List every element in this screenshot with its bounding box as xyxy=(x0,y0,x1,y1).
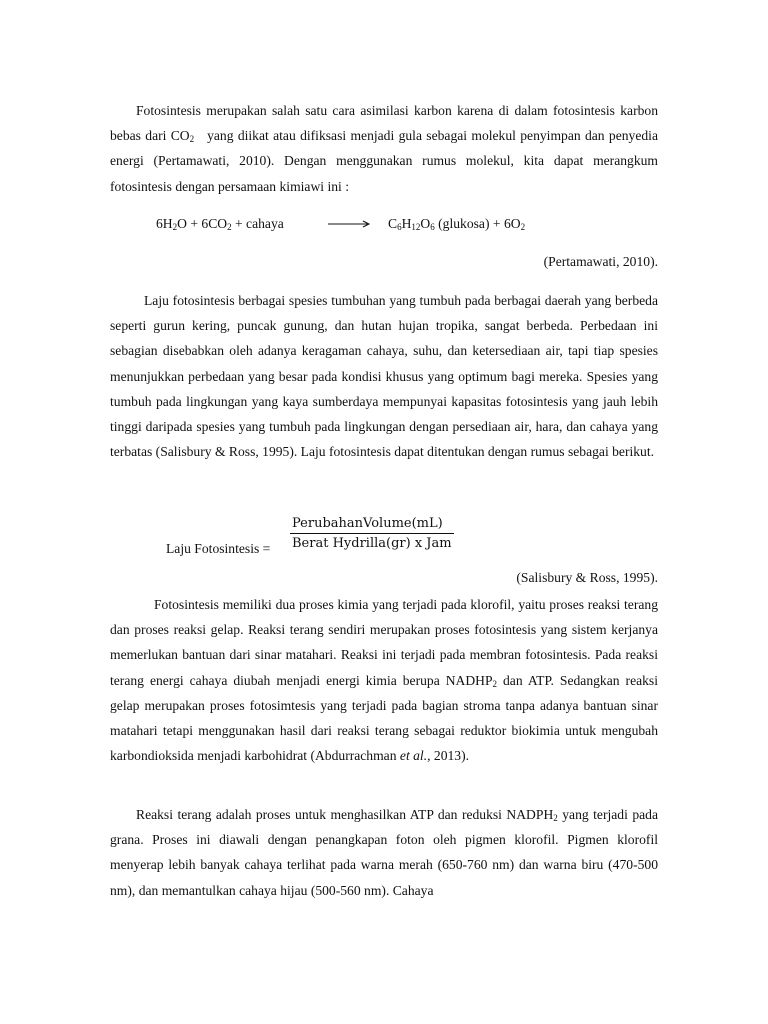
citation-salisbury: (Salisbury & Ross, 1995). xyxy=(516,570,658,585)
photosynthesis-equation xyxy=(156,216,525,233)
formula-numerator: PerubahanVolume(mL) xyxy=(290,516,454,534)
paragraph-light-reaction: Reaksi terang adalah proses untuk menghasilkan ATP dan reduksi $NADPH_2$ yang terjadi pada grana. Proses ini diawali dengan penangkapan foton oleh pigmen klorofil. Pigmen klorofil menyerap lebih banyak cahaya terlihat pada warna merah (650-760 nm) dan warna biru (470-500 nm), dan memantulkan cahaya hijau (500-560 nm). Cahaya xyxy=(110,807,658,898)
rate-formula-fraction xyxy=(290,516,454,551)
formula-denominator: Berat Hydrilla(gr) x Jam xyxy=(292,536,452,551)
formula-label: Laju Fotosintesis = xyxy=(166,541,271,556)
paragraph-rate: Laju fotosintesis berbagai spesies tumbuhan yang tumbuh pada berbagai daerah yang berbeda seperti gurun kering, puncak gunung, dan hutan hujan tropika, sangat berbeda. Perbedaan ini sebagian disebabkan oleh adanya keragaman cahaya, suhu, dan ketersediaan air, tapi tiap spesies menunjukkan perbedaan yang besar pada kondisi khusus yang optimum bagi mereka. Spesies yang tumbuh pada lingkungan yang kaya sumberdaya mempunyai kapasitas fotosintesis yang jauh lebih tinggi daripada spesies yang tumbuh pada lingkungan dengan persediaan air, hara, dan cahaya yang terbatas (Salisbury & Ross, 1995). Laju fotosintesis dapat ditentukan dengan rumus sebagai berikut. xyxy=(110,293,658,460)
paragraph-intro: Fotosintesis merupakan salah satu cara asimilasi karbon karena di dalam fotosintesis karbon bebas dari $CO_2$ yang diikat atau difiksasi menjadi gula sebagai molekul penyimpan dan penyedia energi (Pertamawati, 2010). Dengan menggunakan rumus molekul, kita dapat merangkum fotosintesis dengan persamaan kimiawi ini : xyxy=(110,103,662,194)
reaction-arrow-icon xyxy=(328,217,388,233)
equation-products: $C_6H_{12}O_6$ (glukosa) + $6O_2$ xyxy=(388,216,526,232)
paragraph-processes: Fotosintesis memiliki dua proses kimia yang terjadi pada klorofil, yaitu proses reaksi terang dan proses reaksi gelap. Reaksi terang sendiri merupakan proses fotosintesis yang sistem kerjanya memerlukan bantuan dari sinar matahari. Reaksi ini terjadi pada membran fotosintesis. Pada reaksi terang energi cahaya diubah menjadi energi kimia berupa $NADHP_2$ dan ATP. Sedangkan reaksi gelap merupakan proses fotosimtesis yang terjadi pada bagian stroma tanpa adanya bantuan sinar matahari tetapi menggunakan hasil dari reaksi terang sebagai reduktor biokimia untuk mengubah karbondioksida menjadi karbohidrat (Abdurrachman et al., 2013). xyxy=(110,597,658,764)
citation-pertamawati: (Pertamawati, 2010). xyxy=(543,254,658,269)
equation-reactants: $6H_2O + 6CO_2$ + cahaya xyxy=(156,216,284,232)
